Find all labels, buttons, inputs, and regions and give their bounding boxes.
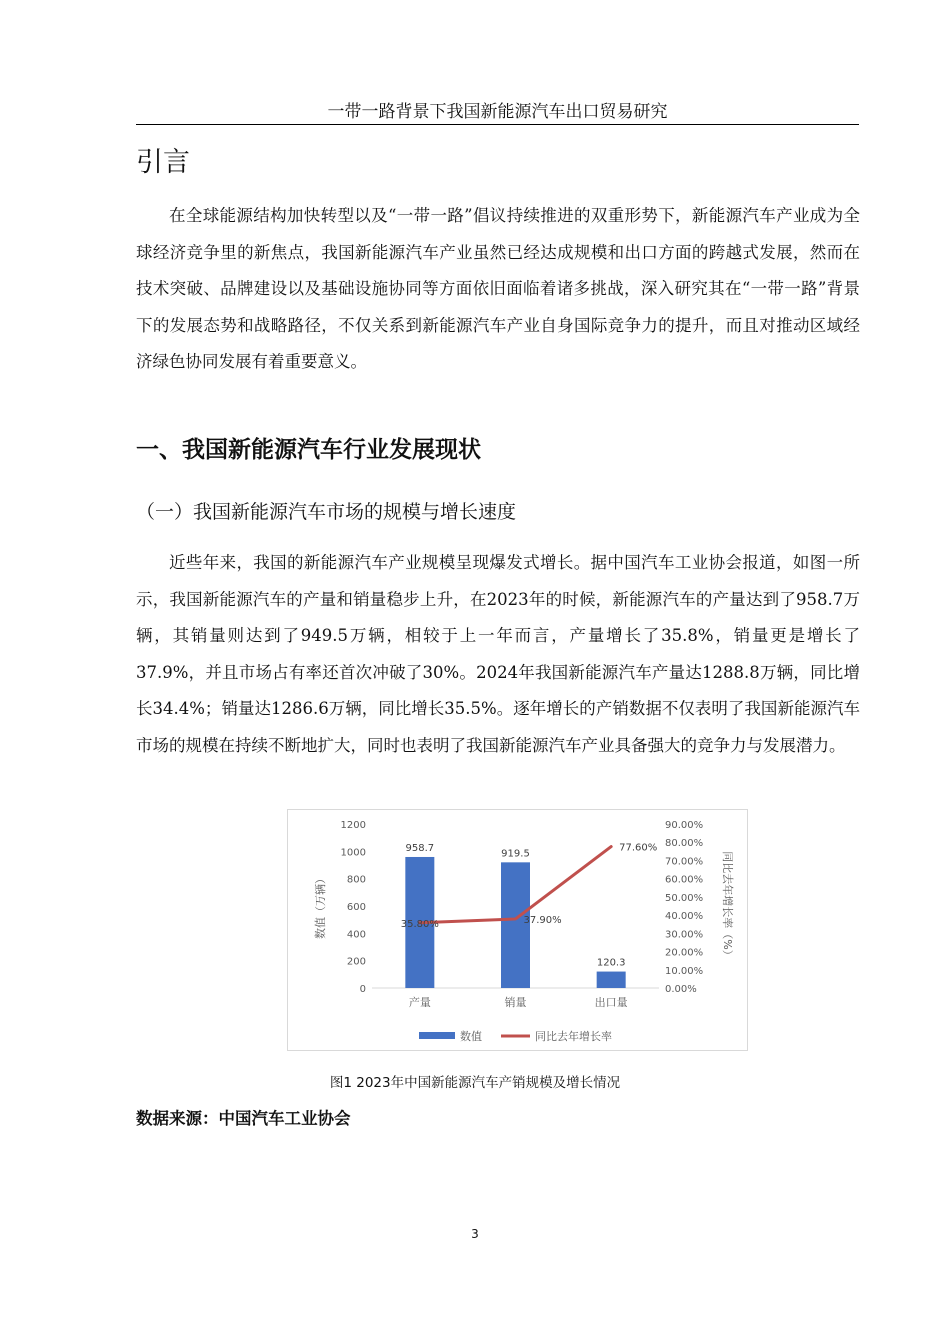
y-tick-label: 800: [346, 874, 366, 886]
y2-tick-label: 20.00%: [665, 947, 704, 959]
y2-tick-label: 50.00%: [665, 892, 704, 904]
header-title: 一带一路背景下我国新能源汽车出口贸易研究: [327, 102, 668, 122]
bar-2: [597, 972, 626, 988]
page-number: 3: [471, 1227, 479, 1241]
section-heading: 一、我国新能源汽车行业发展现状: [136, 437, 481, 463]
y2-tick-label: 70.00%: [665, 856, 704, 868]
y2-tick-label: 10.00%: [665, 965, 704, 977]
category-label: 销量: [504, 996, 527, 1009]
y-tick-label: 200: [346, 956, 366, 968]
bar-label: 919.5: [501, 848, 530, 860]
legend-line-label: 同比去年增长率: [535, 1030, 612, 1043]
category-label: 产量: [408, 996, 431, 1009]
y-tick-label: 0: [359, 984, 366, 995]
y-tick-label: 600: [346, 902, 366, 913]
legend-bar-swatch: [419, 1032, 455, 1039]
y2-tick-label: 60.00%: [665, 874, 704, 886]
y-tick-label: 1200: [340, 820, 366, 831]
y2-tick-label: 40.00%: [665, 911, 704, 923]
page-header: [136, 100, 859, 125]
y2-tick-label: 90.00%: [665, 820, 704, 831]
line-label: 37.90%: [523, 914, 562, 926]
y-axis-title: 数值（万辆）: [314, 873, 327, 939]
data-source: 数据来源：中国汽车工业协会: [136, 1109, 351, 1128]
y2-tick-label: 0.00%: [665, 984, 697, 995]
bar-label: 958.7: [405, 842, 435, 854]
y-tick-label: 400: [346, 929, 366, 941]
line-label: 35.80%: [400, 918, 439, 930]
category-label: 出口量: [594, 996, 628, 1009]
bar-label: 120.3: [596, 957, 626, 969]
y2-tick-label: 30.00%: [665, 929, 704, 941]
production-sales-chart: [287, 809, 748, 1051]
y-tick-label: 1000: [340, 847, 366, 859]
intro-paragraph: 在全球能源结构加快转型以及“一带一路”倡议持续推进的双重形势下，新能源汽车产业成为全球经济竞争里的新焦点，我国新能源汽车产业虽然已经达成规模和出口方面的跨越式发展，然而在技术突破、品牌建设以及基础设施协同等方面依旧面临着诸多挑战，深入研究其在“一带一路”背景下的发展态势和战略路径，不仅关系到新能源汽车产业自身国际竞争力的提升，而且对推动区域经济绿色协同发展有着重要意义。: [136, 206, 860, 371]
y2-axis-title: 同比去年增长率（%）: [721, 851, 734, 961]
legend-bar-label: 数值: [460, 1030, 482, 1043]
figure-caption: 图1 2023年中国新能源汽车产销规模及增长情况: [329, 1075, 621, 1091]
market-paragraph: 近些年来，我国的新能源汽车产业规模呈现爆发式增长。据中国汽车工业协会报道，如图一所示，我国新能源汽车的产量和销量稳步上升，在2023年的时候，新能源汽车的产量达到了958.7万辆，其销量则达到了949.5万辆，相较于上一年而言，产量增长了35.8%，销量更是增长了37.9%，并且市场占有率还首次冲破了30%。2024年我国新能源汽车产量达1288.8万辆，同比增长34.4%；销量达1286.6万辆，同比增长35.5%。逐年增长的产销数据不仅表明了我国新能源汽车市场的规模在持续不断地扩大，同时也表明了我国新能源汽车产业具备强大的竞争力与发展潜力。: [136, 553, 860, 755]
subsection-heading: （一）我国新能源汽车市场的规模与增长速度: [136, 501, 517, 523]
chart-svg: [288, 810, 747, 1050]
y2-tick-label: 80.00%: [665, 838, 704, 850]
intro-heading: 引言: [136, 147, 190, 178]
line-label: 77.60%: [619, 842, 658, 854]
